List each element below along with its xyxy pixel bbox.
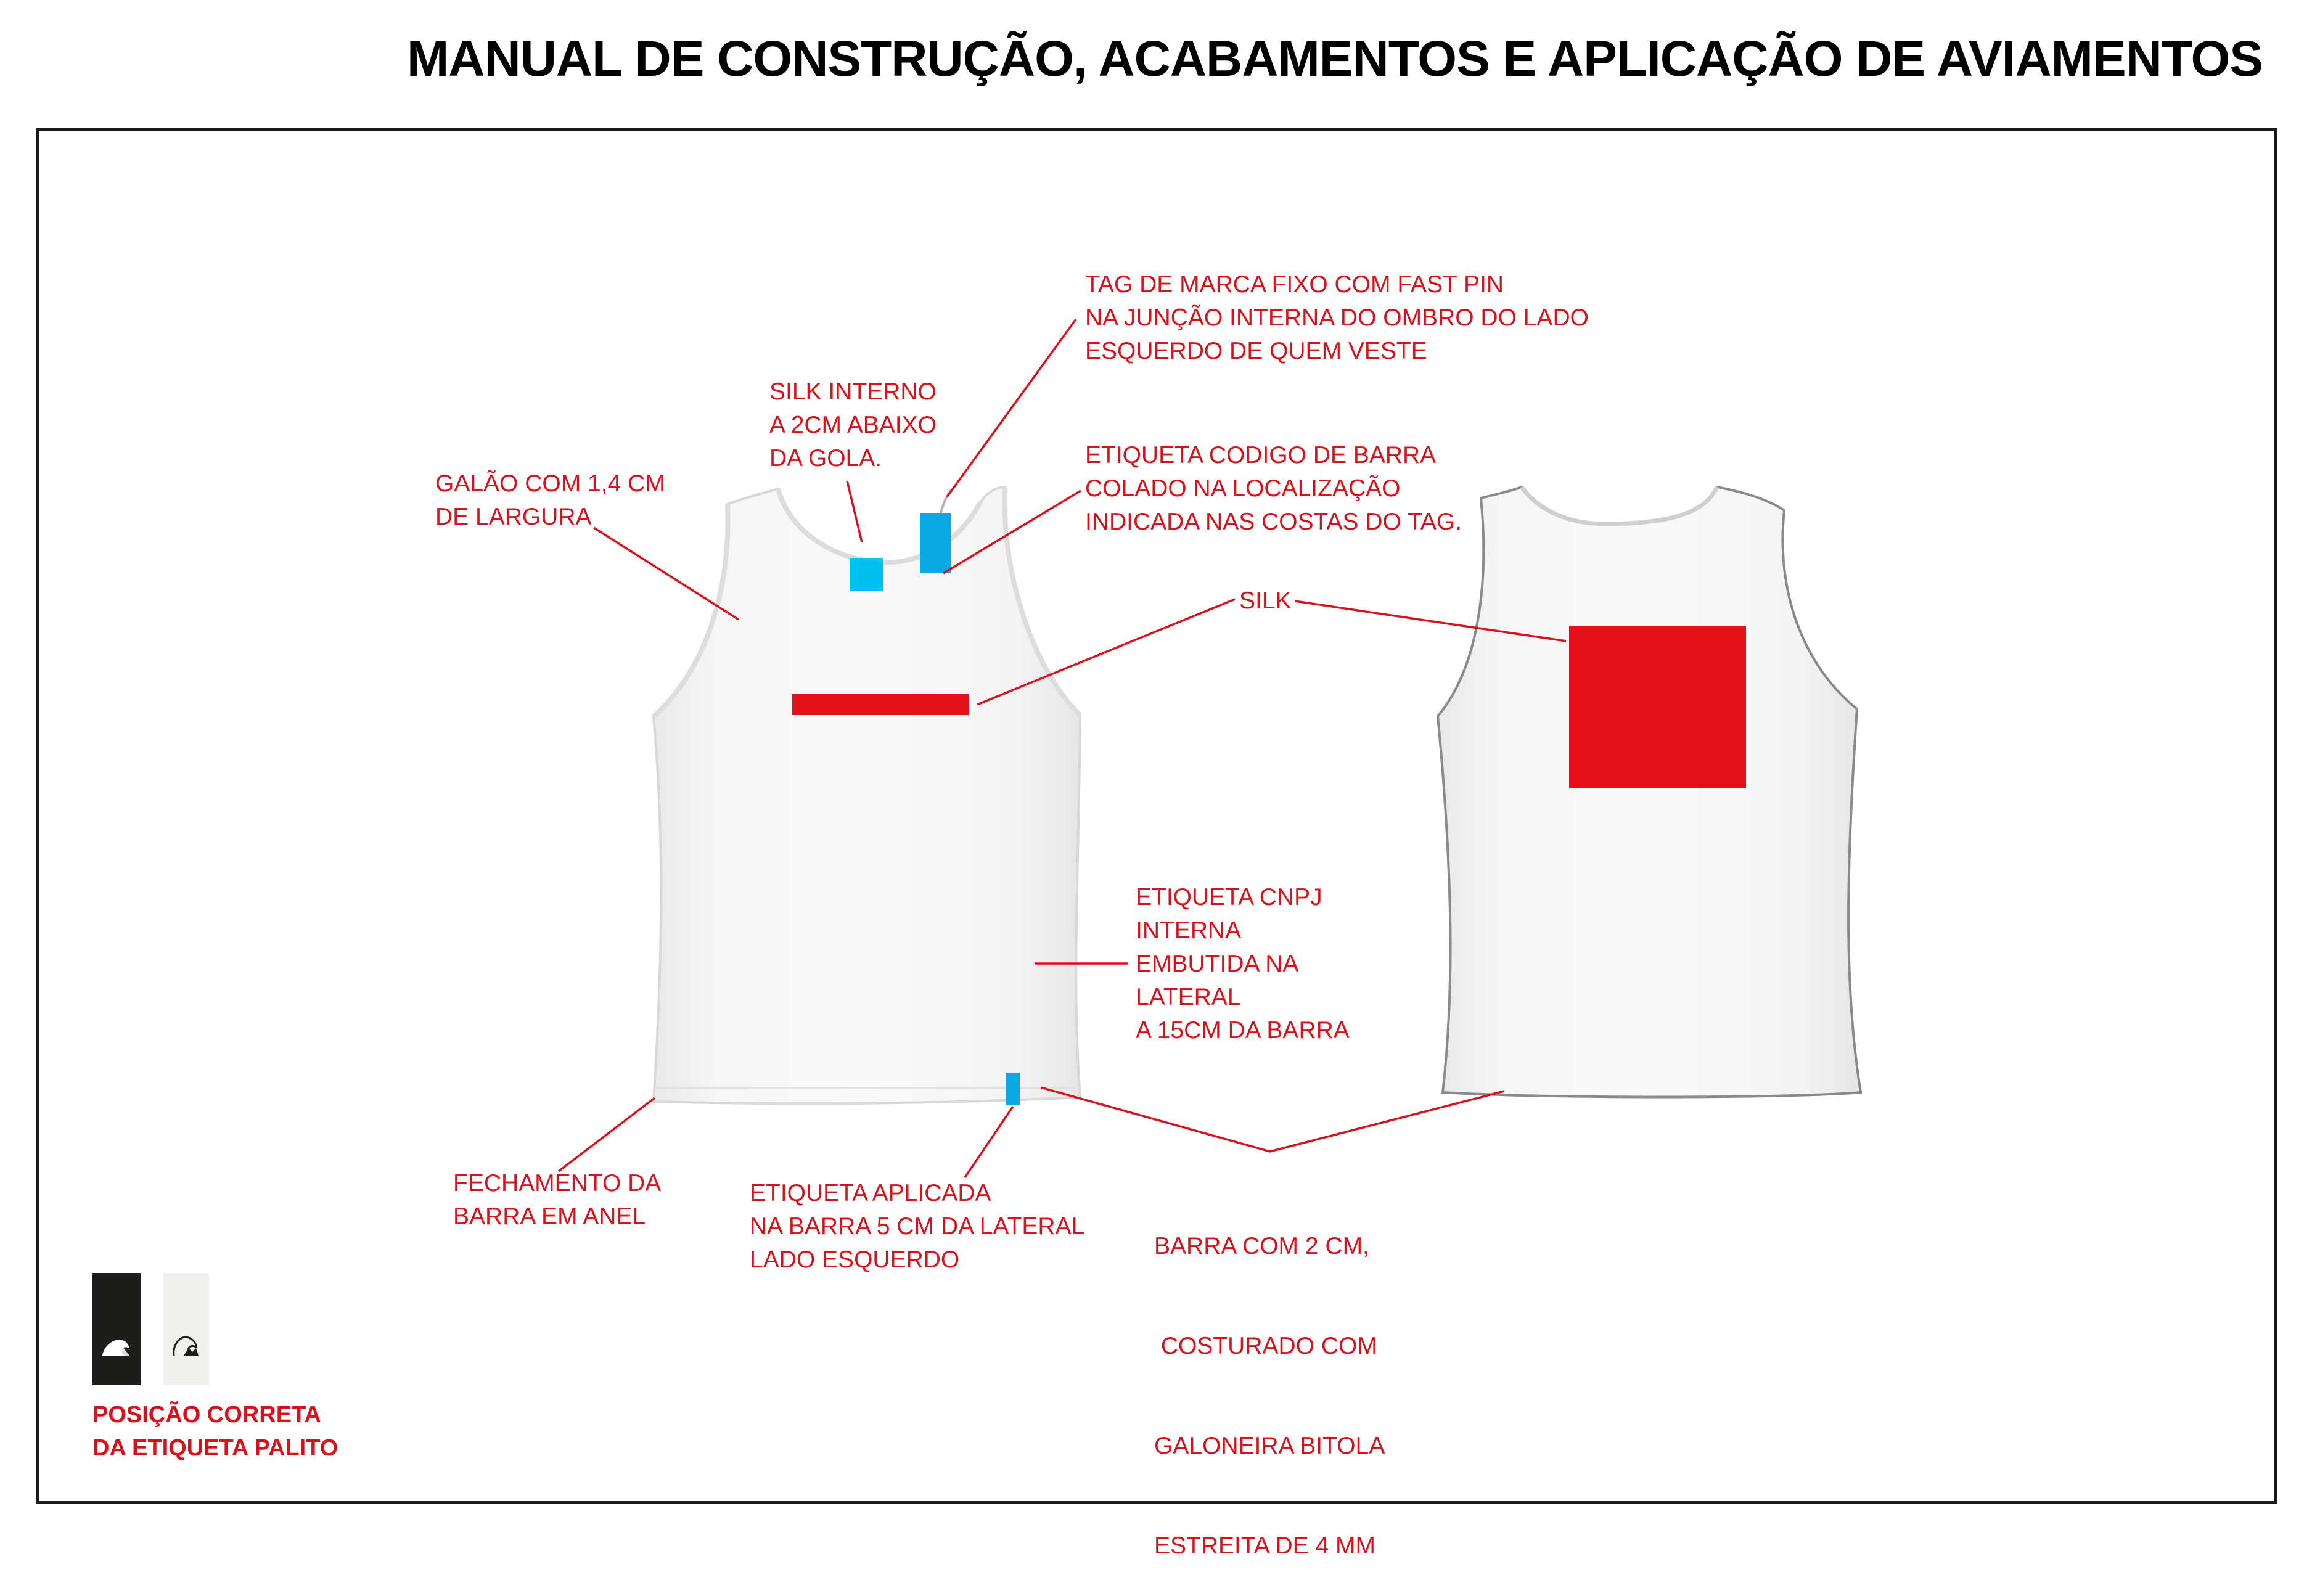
annotation-etiqueta-cnpj — [1136, 881, 1350, 1047]
annotation-line: COLADO NA LOCALIZAÇÃO — [1085, 475, 1401, 502]
annotation-etiqueta-aplicada — [750, 1177, 1084, 1277]
front-silk-stripe — [792, 694, 969, 715]
annotation-line: LADO ESQUERDO — [750, 1246, 960, 1273]
tag-legend-line: POSIÇÃO CORRETA — [92, 1402, 321, 1428]
leader-tag-marca — [947, 319, 1076, 497]
leader-barra — [1041, 1087, 1504, 1152]
annotation-line: ETIQUETA APLICADA — [750, 1180, 991, 1206]
leader-fechamento — [559, 1098, 655, 1171]
annotation-tag-marca — [1085, 268, 1589, 368]
annotation-line: TAG DE MARCA FIXO COM FAST PIN — [1085, 271, 1504, 298]
annotation-line: FECHAMENTO DA — [453, 1170, 662, 1197]
light-tag — [163, 1273, 209, 1385]
annotation-silk — [1239, 584, 1292, 618]
back-silk-square — [1569, 626, 1746, 788]
annotation-line: DE LARGURA — [435, 504, 592, 530]
annotation-line: ESQUERDO DE QUEM VESTE — [1085, 338, 1427, 364]
annotation-line: SILK — [1239, 587, 1292, 614]
back-tank-top — [1438, 487, 1861, 1097]
tag-legend — [92, 1273, 209, 1385]
annotation-line: COSTURADO COM — [1154, 1333, 1377, 1359]
annotation-etiqueta-codigo — [1085, 439, 1462, 539]
annotation-line: INDICADA NAS COSTAS DO TAG. — [1085, 509, 1462, 535]
tag-legend-line: DA ETIQUETA PALITO — [92, 1435, 338, 1461]
annotation-line: ESTREITA DE 4 MM — [1154, 1533, 1375, 1559]
tag-legend-caption — [92, 1398, 338, 1465]
annotation-barra — [1154, 1163, 1385, 1596]
silk-interno-marker — [850, 558, 883, 591]
leader-galao — [594, 528, 739, 620]
dark-tag — [92, 1273, 141, 1385]
leader-etiqueta-aplicada — [965, 1107, 1013, 1177]
leader-silk-interno — [847, 481, 862, 542]
annotation-line: EMBUTIDA NA — [1136, 951, 1299, 977]
annotation-line: A 15CM DA BARRA — [1136, 1017, 1350, 1044]
annotation-line: ETIQUETA CNPJ — [1136, 884, 1322, 911]
annotation-line: INTERNA — [1136, 917, 1242, 944]
annotation-line: SILK INTERNO — [769, 379, 937, 405]
annotation-line: LATERAL — [1136, 984, 1241, 1010]
annotation-galao — [435, 467, 665, 534]
annotation-silk-interno — [769, 375, 937, 475]
annotation-line: GALÃO COM 1,4 CM — [435, 470, 665, 497]
annotation-line: NA JUNÇÃO INTERNA DO OMBRO DO LADO — [1085, 305, 1589, 331]
annotation-line: DA GOLA. — [769, 445, 882, 472]
back-shirt-body — [1438, 487, 1861, 1097]
annotation-fechamento — [453, 1167, 661, 1234]
annotation-line: ETIQUETA CODIGO DE BARRA — [1085, 442, 1437, 469]
brand-tag-marker — [920, 513, 951, 573]
annotation-line: BARRA EM ANEL — [453, 1203, 646, 1230]
hem-label-marker — [1006, 1073, 1020, 1105]
annotation-line: NA BARRA 5 CM DA LATERAL — [750, 1213, 1085, 1240]
annotation-line: A 2CM ABAIXO — [769, 412, 937, 438]
page-title: MANUAL DE CONSTRUÇÃO, ACABAMENTOS E APLICAÇÃO DE AVIAMENTOS — [406, 31, 2263, 87]
annotation-line: GALONEIRA BITOLA — [1154, 1433, 1385, 1459]
annotation-line: BARRA COM 2 CM, — [1154, 1233, 1369, 1259]
